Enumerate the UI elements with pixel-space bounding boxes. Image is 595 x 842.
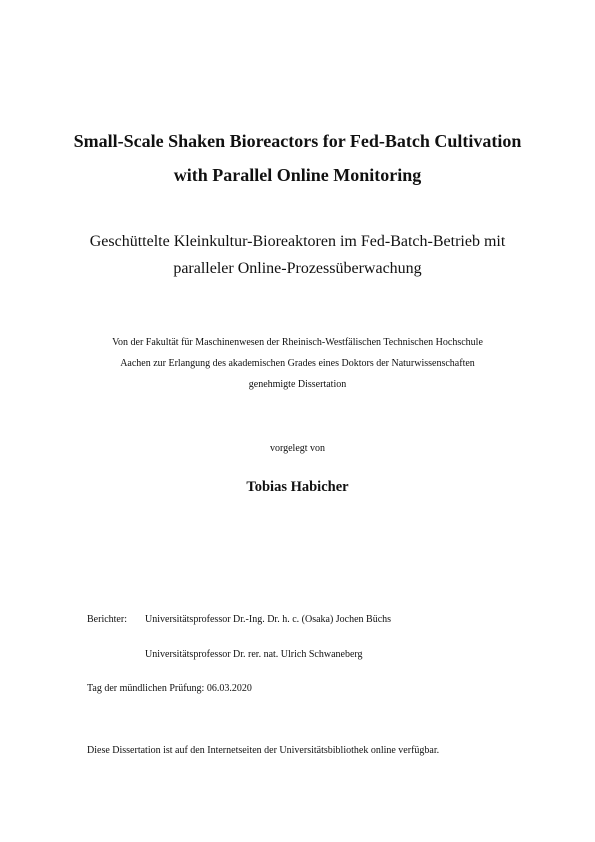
german-title	[0, 228, 595, 282]
english-title-line-1: Small-Scale Shaken Bioreactors for Fed-Batch Cultivation	[73, 131, 522, 151]
presented-by-label: vorgelegt von	[269, 443, 326, 454]
author-name: Tobias Habicher	[246, 479, 349, 495]
english-title	[0, 124, 595, 192]
first-referee: Universitätsprofessor Dr.-Ing. Dr. h. c. (Osaka) Jochen Büchs	[145, 614, 392, 625]
referees-label: Berichter:	[87, 614, 127, 625]
faculty-statement-line-2: Aachen zur Erlangung des akademischen Grades eines Doktors der Naturwissenschaften	[120, 358, 475, 369]
faculty-statement-line-1: Von der Fakultät für Maschinenwesen der Rheinisch-Westfälischen Technischen Hochschule	[112, 337, 483, 348]
german-title-line-2: paralleler Online-Prozessüberwachung	[173, 260, 422, 277]
faculty-statement-line-3: genehmigte Dissertation	[248, 379, 347, 390]
faculty-statement	[0, 332, 595, 395]
german-title-line-1: Geschüttelte Kleinkultur-Bioreaktoren im Fed-Batch-Betrieb mit	[89, 233, 506, 250]
exam-date: Tag der mündlichen Prüfung: 06.03.2020	[87, 683, 252, 694]
english-title-line-2: with Parallel Online Monitoring	[173, 165, 422, 185]
second-referee: Universitätsprofessor Dr. rer. nat. Ulrich Schwaneberg	[145, 649, 363, 660]
availability-note: Diese Dissertation ist auf den Internetseiten der Universitätsbibliothek online verfügbar.	[87, 745, 440, 756]
